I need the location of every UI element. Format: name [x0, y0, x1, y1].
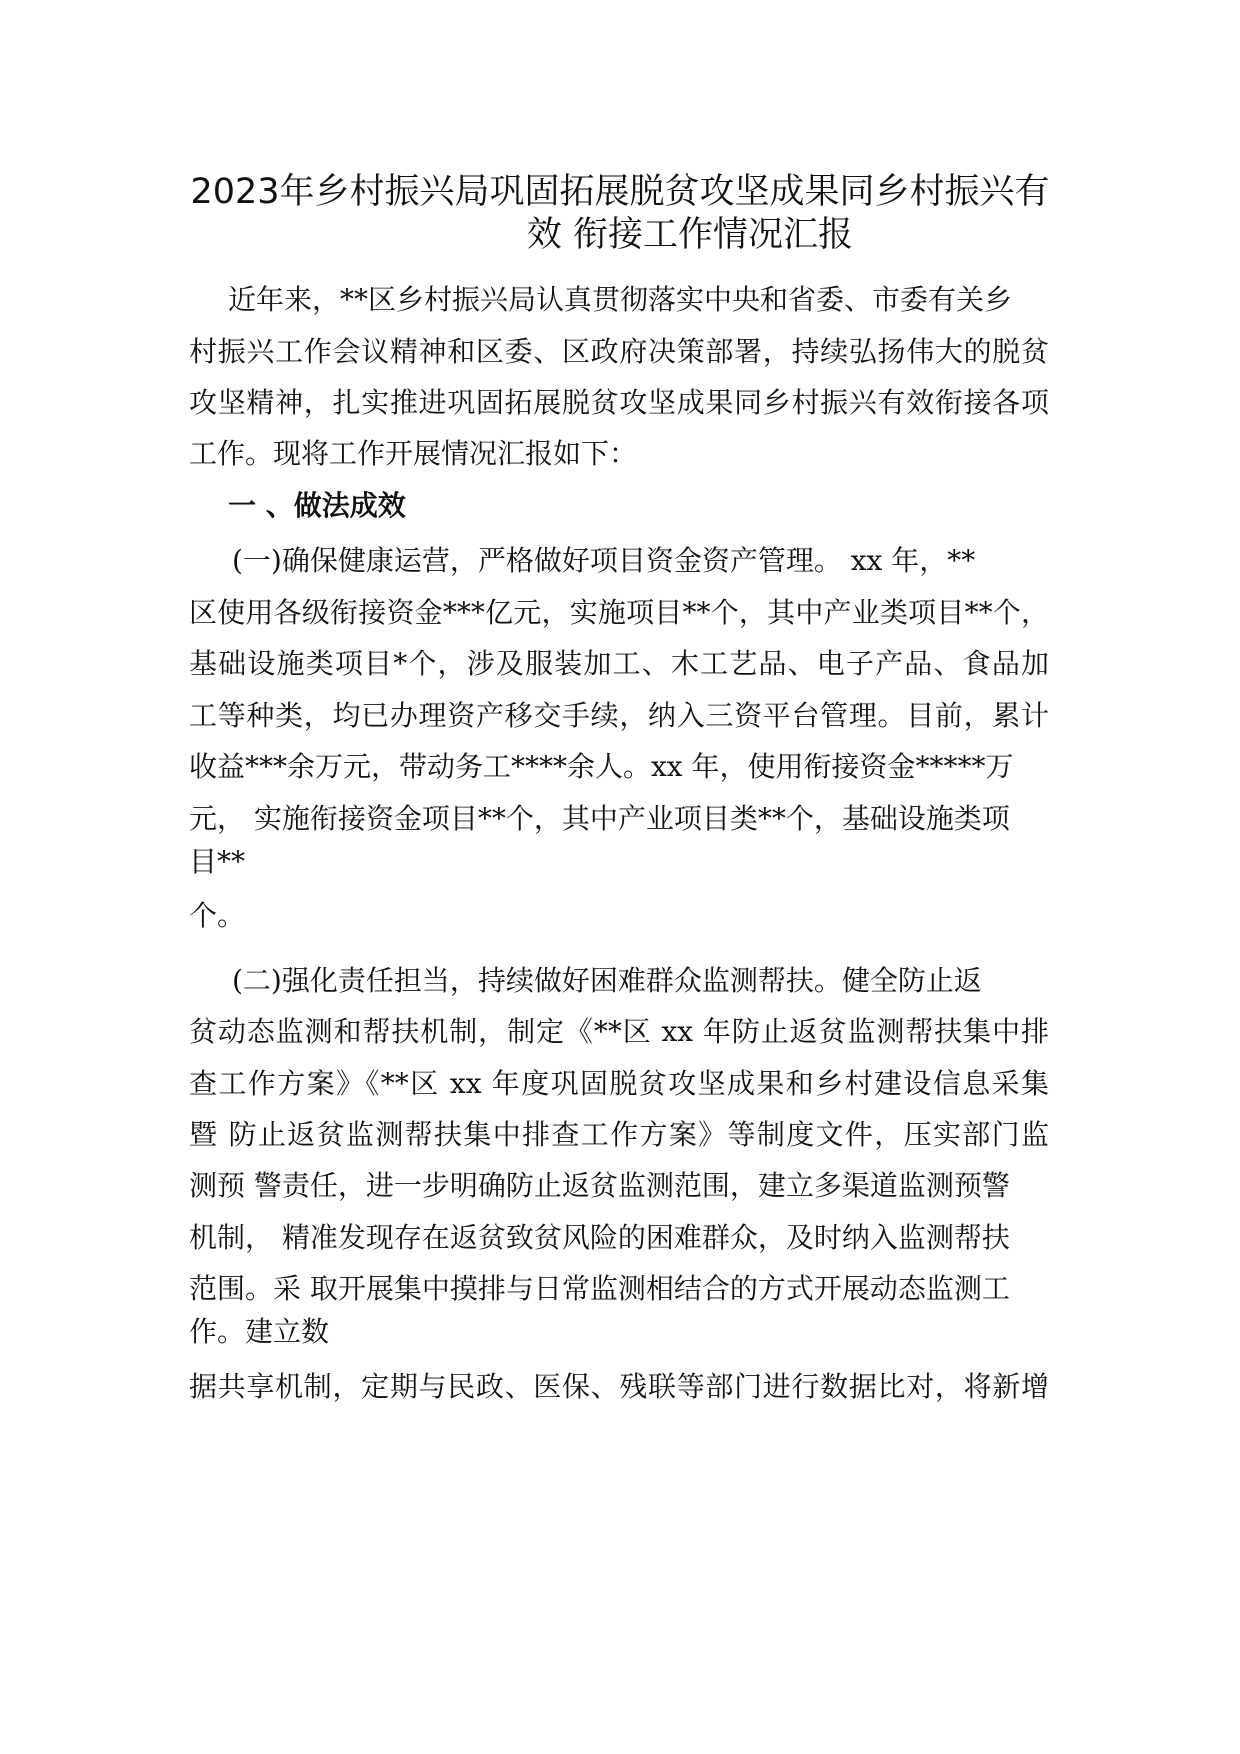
intro-line: 村振兴工作会议精神和区委、区政府决策部署，持续弘扬伟大的脱贫: [189, 335, 1049, 368]
document-title-line-2: 效 衔接工作情况汇报: [526, 215, 854, 255]
paragraph-line: 测预 警责任，进一步明确防止返贫监测范围，建立多渠道监测预警: [189, 1169, 1010, 1202]
paragraph-line: (一)确保健康运营，严格做好项目资金资产管理。 xx 年，**: [232, 544, 976, 577]
paragraph-line: 查工作方案》《**区 xx 年度巩固脱贫攻坚成果和乡村建设信息采集: [189, 1067, 1049, 1100]
intro-line: 攻坚精神，扎实推进巩固拓展脱贫攻坚成果同乡村振兴有效衔接各项: [189, 386, 1049, 419]
section-heading: 一 、做法成效: [228, 489, 406, 522]
paragraph-line: 贫动态监测和帮扶机制，制定《**区 xx 年防止返贫监测帮扶集中排: [189, 1015, 1049, 1048]
intro-line: 工作。现将工作开展情况汇报如下：: [189, 437, 638, 470]
paragraph-line: 收益***余万元，带动务工****余人。xx 年，使用衔接资金*****万: [189, 750, 1014, 783]
paragraph-line: 据共享机制，定期与民政、医保、残联等部门进行数据比对，将新增: [189, 1370, 1049, 1403]
paragraph-line: 作。建立数: [189, 1315, 330, 1348]
paragraph-line: 工等种类，均已办理资产移交手续，纳入三资平台管理。目前，累计: [189, 699, 1049, 732]
paragraph-line: 基础设施类项目*个，涉及服装加工、木工艺品、电子产品、食品加: [189, 647, 1049, 680]
paragraph-line: 范围。采 取开展集中摸排与日常监测相结合的方式开展动态监测工: [189, 1272, 1010, 1305]
paragraph-line: 机制， 精准发现存在返贫致贫风险的困难群众，及时纳入监测帮扶: [189, 1221, 1010, 1254]
paragraph-line: (二)强化责任担当，持续做好困难群众监测帮扶。健全防止返: [232, 964, 982, 997]
intro-line: 近年来，**区乡村振兴局认真贯彻落实中央和省委、市委有关乡: [228, 283, 1013, 316]
paragraph-line: 暨 防止返贫监测帮扶集中排查工作方案》等制度文件，压实部门监: [189, 1118, 1049, 1151]
paragraph-line: 元， 实施衔接资金项目**个，其中产业项目类**个，基础设施类项: [189, 802, 1010, 835]
paragraph-line: 个。: [189, 899, 246, 932]
paragraph-line: 目**: [189, 845, 246, 878]
paragraph-line: 区使用各级衔接资金***亿元，实施项目**个，其中产业类项目**个，: [189, 596, 1049, 629]
document-title-line-1: 2023年乡村振兴局巩固拓展脱贫攻坚成果同乡村振兴有: [190, 172, 1050, 212]
